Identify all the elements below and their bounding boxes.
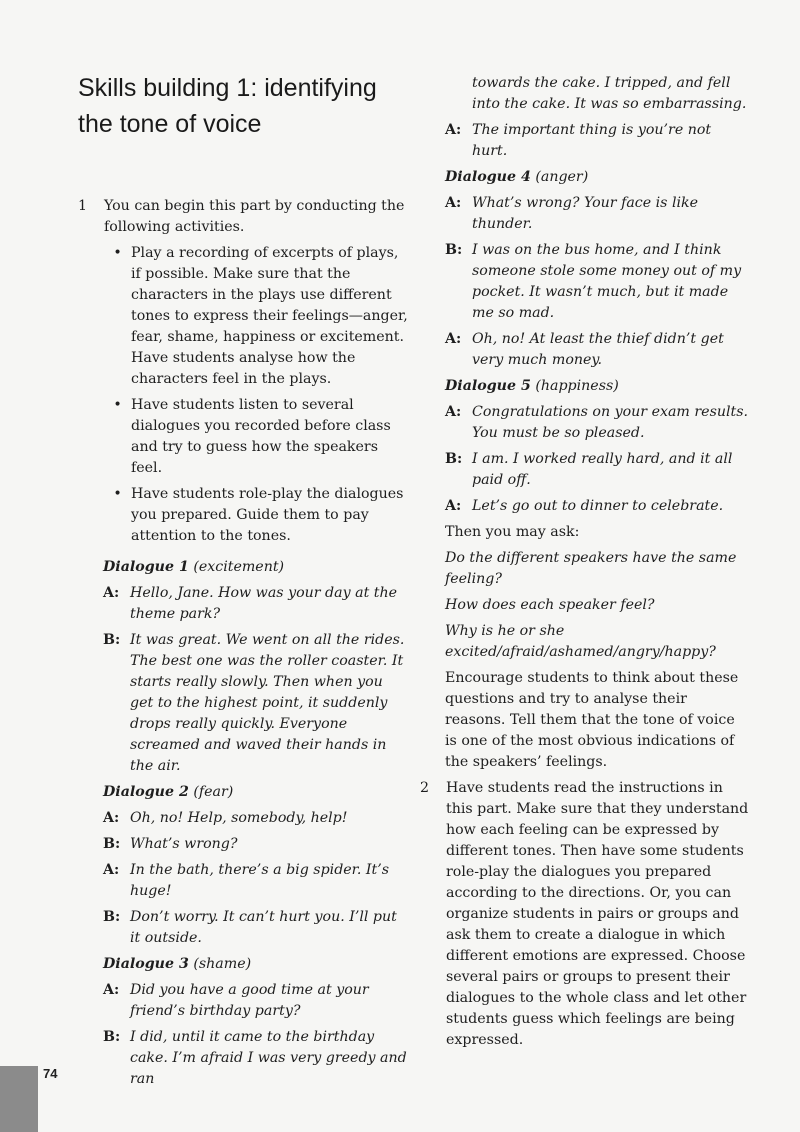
dialogue-line-continued: towards the cake. I tripped, and fell into the cake. It was so embarrassing. — [472, 75, 747, 112]
dialogue-title: Dialogue 3 (shame) — [103, 956, 252, 972]
dialogue-line: B: It was great. We went on all the rides. The best one was the roller coaster. It starts really slowly. Then when you get to the highest point, it suddenly drops really quickly. Everyone screamed and waved their hands in the air. — [103, 632, 405, 774]
dialogue-line: A: What’s wrong? Your face is like thunder. — [445, 195, 699, 232]
item-number: 1 — [78, 198, 88, 214]
item-2 — [420, 778, 750, 1051]
item-1-intro: You can begin this part by conducting the following activities. — [104, 198, 405, 235]
dialogue-line: B: I was on the bus home, and I think someone stole some money out of my pocket. It wasn’t much, but it made me so mad. — [445, 242, 742, 321]
dialogue-line: A: The important thing is you’re not hurt. — [445, 122, 712, 159]
list-item: • Have students listen to several dialogues you recorded before class and try to guess how the speakers feel. — [104, 395, 408, 479]
activity-list — [104, 243, 408, 547]
dialogue-title: Dialogue 1 (excitement) — [103, 559, 285, 575]
question: Why is he or she excited/afraid/ashamed/angry/happy? — [445, 623, 716, 660]
page-number: 74 — [43, 1066, 58, 1081]
bullet-icon: • — [113, 245, 122, 261]
dialogue-line: A: Let’s go out to dinner to celebrate. — [445, 498, 724, 514]
encourage-paragraph: Encourage students to think about these questions and try to analyse their reasons. Tell them that the tone of voice is one of the most obvious indications of the speakers’ feelings. — [445, 670, 739, 770]
question: How does each speaker feel? — [445, 597, 655, 613]
dialogue-line: A: Oh, no! Help, somebody, help! — [103, 810, 348, 826]
dialogue-line: A: Oh, no! At least the thief didn’t get very much money. — [445, 331, 724, 368]
dialogue-line: A: Did you have a good time at your friend’s birthday party? — [103, 982, 369, 1019]
footer-bar — [0, 1066, 38, 1132]
bullet-icon: • — [113, 486, 122, 502]
section-heading: Skills building 1: identifying the tone of voice — [78, 74, 377, 138]
list-item: • Play a recording of excerpts of plays, if possible. Make sure that the characters in the plays use different tones to express their feelings—anger, fear, shame, happiness or excitement. Have students analyse how the characters feel in the plays. — [104, 243, 408, 390]
dialogue-title: Dialogue 4 (anger) — [445, 169, 589, 185]
dialogue-line: B: Don’t worry. It can’t hurt you. I’ll put it outside. — [103, 909, 397, 946]
list-item: • Have students role-play the dialogues you prepared. Guide them to pay attention to the tones. — [104, 484, 408, 547]
dialogue-title: Dialogue 5 (happiness) — [445, 378, 619, 394]
dialogue-line: A: Hello, Jane. How was your day at the theme park? — [103, 585, 398, 622]
then-ask-text: Then you may ask: — [445, 524, 580, 540]
dialogue-line: B: I did, until it came to the birthday cake. I’m afraid I was very greedy and ran — [103, 1029, 407, 1087]
question: Do the different speakers have the same feeling? — [445, 550, 737, 587]
item-number: 2 — [420, 780, 430, 796]
dialogue-line: B: I am. I worked really hard, and it all paid off. — [445, 451, 733, 488]
dialogue-line: B: What’s wrong? — [103, 836, 238, 852]
dialogue-title: Dialogue 2 (fear) — [103, 784, 234, 800]
item-1 — [78, 196, 408, 552]
dialogue-line: A: Congratulations on your exam results. You must be so pleased. — [445, 404, 749, 441]
left-column — [78, 196, 408, 1095]
dialogue-line: A: In the bath, there’s a big spider. It’s huge! — [103, 862, 390, 899]
right-column — [420, 73, 750, 1056]
item-2-text: Have students read the instructions in this part. Make sure that they understand how each feeling can be expressed by different tones. Then have some students role-play the dialogues you prepared according to the directions. Or, you can organize students in pairs or groups and ask them to create a dialogue in which different emotions are expressed. Choose several pairs or groups to present their dialogues to the whole class and let other students guess which feelings are being expressed. — [446, 780, 749, 1048]
bullet-icon: • — [113, 397, 122, 413]
